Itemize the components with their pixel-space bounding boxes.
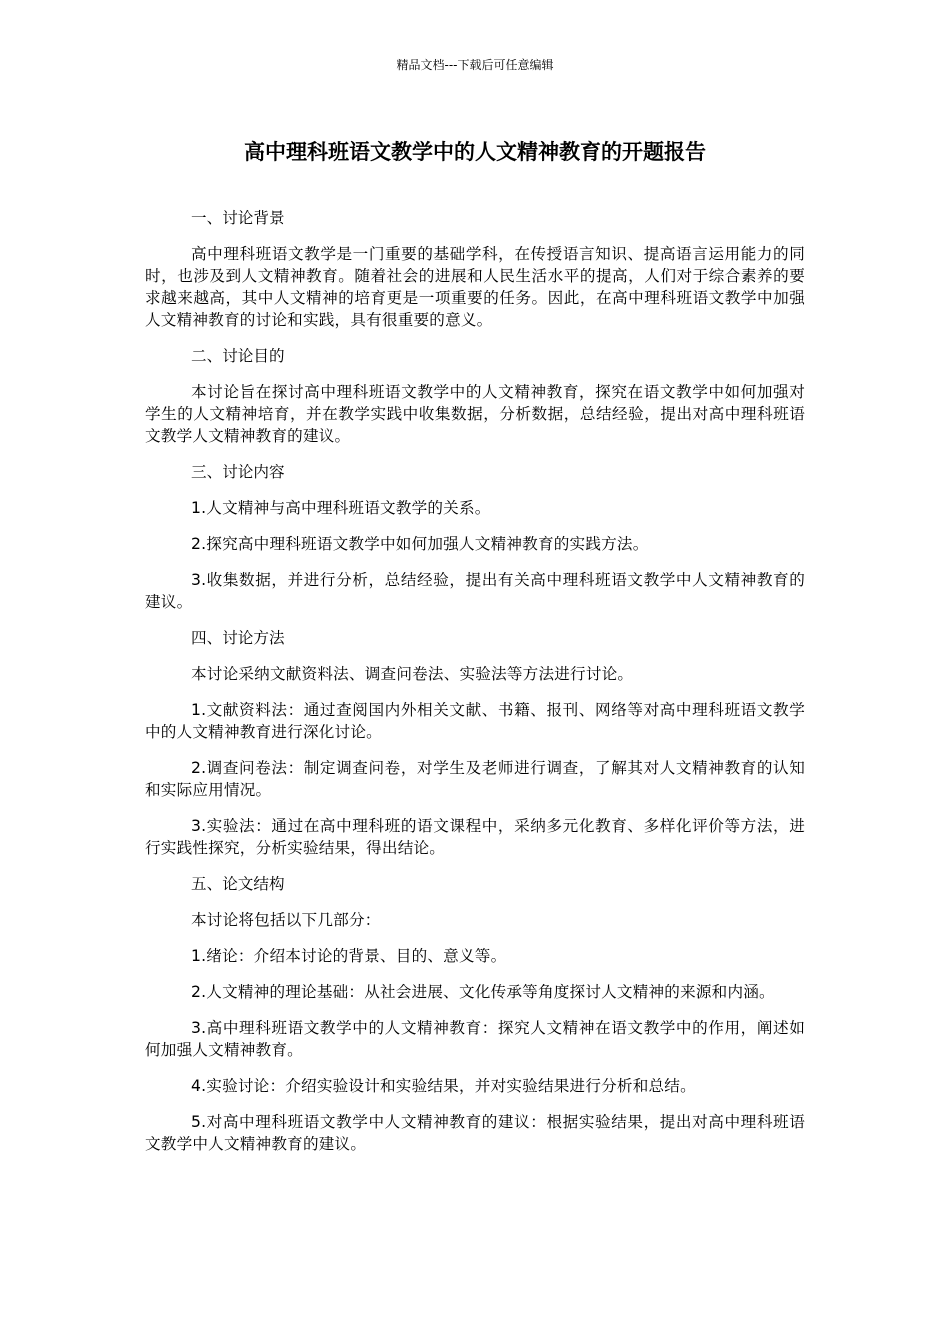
page-header: 精品文档---下载后可任意编辑 — [396, 58, 554, 72]
content-item-2: 2.探究高中理科班语文教学中如何加强人文精神教育的实践方法。 — [191, 535, 649, 553]
paragraph-background: 高中理科班语文教学是一门重要的基础学科，在传授语言知识、提高语言运用能力的同时，也涉及到人文精神教育。随着社会的进展和人民生活水平的提高，人们对于综合素养的要求越来越高，其中人文精神的培育更是一项重要的任务。因此，在高中理科班语文教学中加强人文精神教育的讨论和实践，具有很重要的意义。 — [145, 245, 805, 329]
document-title: 高中理科班语文教学中的人文精神教育的开题报告 — [244, 140, 706, 164]
section-heading-methods: 四、讨论方法 — [191, 629, 285, 647]
content-item-3: 3.收集数据，并进行分析，总结经验，提出有关高中理科班语文教学中人文精神教育的建议。 — [145, 571, 805, 611]
section-heading-purpose: 二、讨论目的 — [191, 347, 285, 365]
section-heading-background: 一、讨论背景 — [191, 209, 285, 227]
method-item-2: 2.调查问卷法：制定调查问卷，对学生及老师进行调查，了解其对人文精神教育的认知和实际应用情况。 — [145, 759, 805, 799]
section-heading-structure: 五、论文结构 — [191, 875, 285, 893]
paragraph-purpose: 本讨论旨在探讨高中理科班语文教学中的人文精神教育，探究在语文教学中如何加强对学生的人文精神培育，并在教学实践中收集数据，分析数据，总结经验，提出对高中理科班语文教学人文精神教育的建议。 — [145, 383, 805, 445]
paragraph-structure-intro: 本讨论将包括以下几部分： — [191, 911, 381, 929]
structure-item-1: 1.绪论：介绍本讨论的背景、目的、意义等。 — [191, 947, 507, 965]
paragraph-methods-intro: 本讨论采纳文献资料法、调查问卷法、实验法等方法进行讨论。 — [191, 665, 634, 683]
structure-item-4: 4.实验讨论：介绍实验设计和实验结果，并对实验结果进行分析和总结。 — [191, 1077, 696, 1095]
document-body — [145, 207, 805, 1169]
structure-item-3: 3.高中理科班语文教学中的人文精神教育：探究人文精神在语文教学中的作用，阐述如何加强人文精神教育。 — [145, 1019, 805, 1059]
method-item-1: 1.文献资料法：通过查阅国内外相关文献、书籍、报刊、网络等对高中理科班语文教学中的人文精神教育进行深化讨论。 — [145, 701, 805, 741]
section-heading-content: 三、讨论内容 — [191, 463, 285, 481]
structure-item-5: 5.对高中理科班语文教学中人文精神教育的建议：根据实验结果，提出对高中理科班语文教学中人文精神教育的建议。 — [145, 1113, 805, 1153]
content-item-1: 1.人文精神与高中理科班语文教学的关系。 — [191, 499, 491, 517]
method-item-3: 3.实验法：通过在高中理科班的语文课程中，采纳多元化教育、多样化评价等方法，进行实践性探究，分析实验结果，得出结论。 — [145, 817, 805, 857]
structure-item-2: 2.人文精神的理论基础：从社会进展、文化传承等角度探讨人文精神的来源和内涵。 — [191, 983, 775, 1001]
